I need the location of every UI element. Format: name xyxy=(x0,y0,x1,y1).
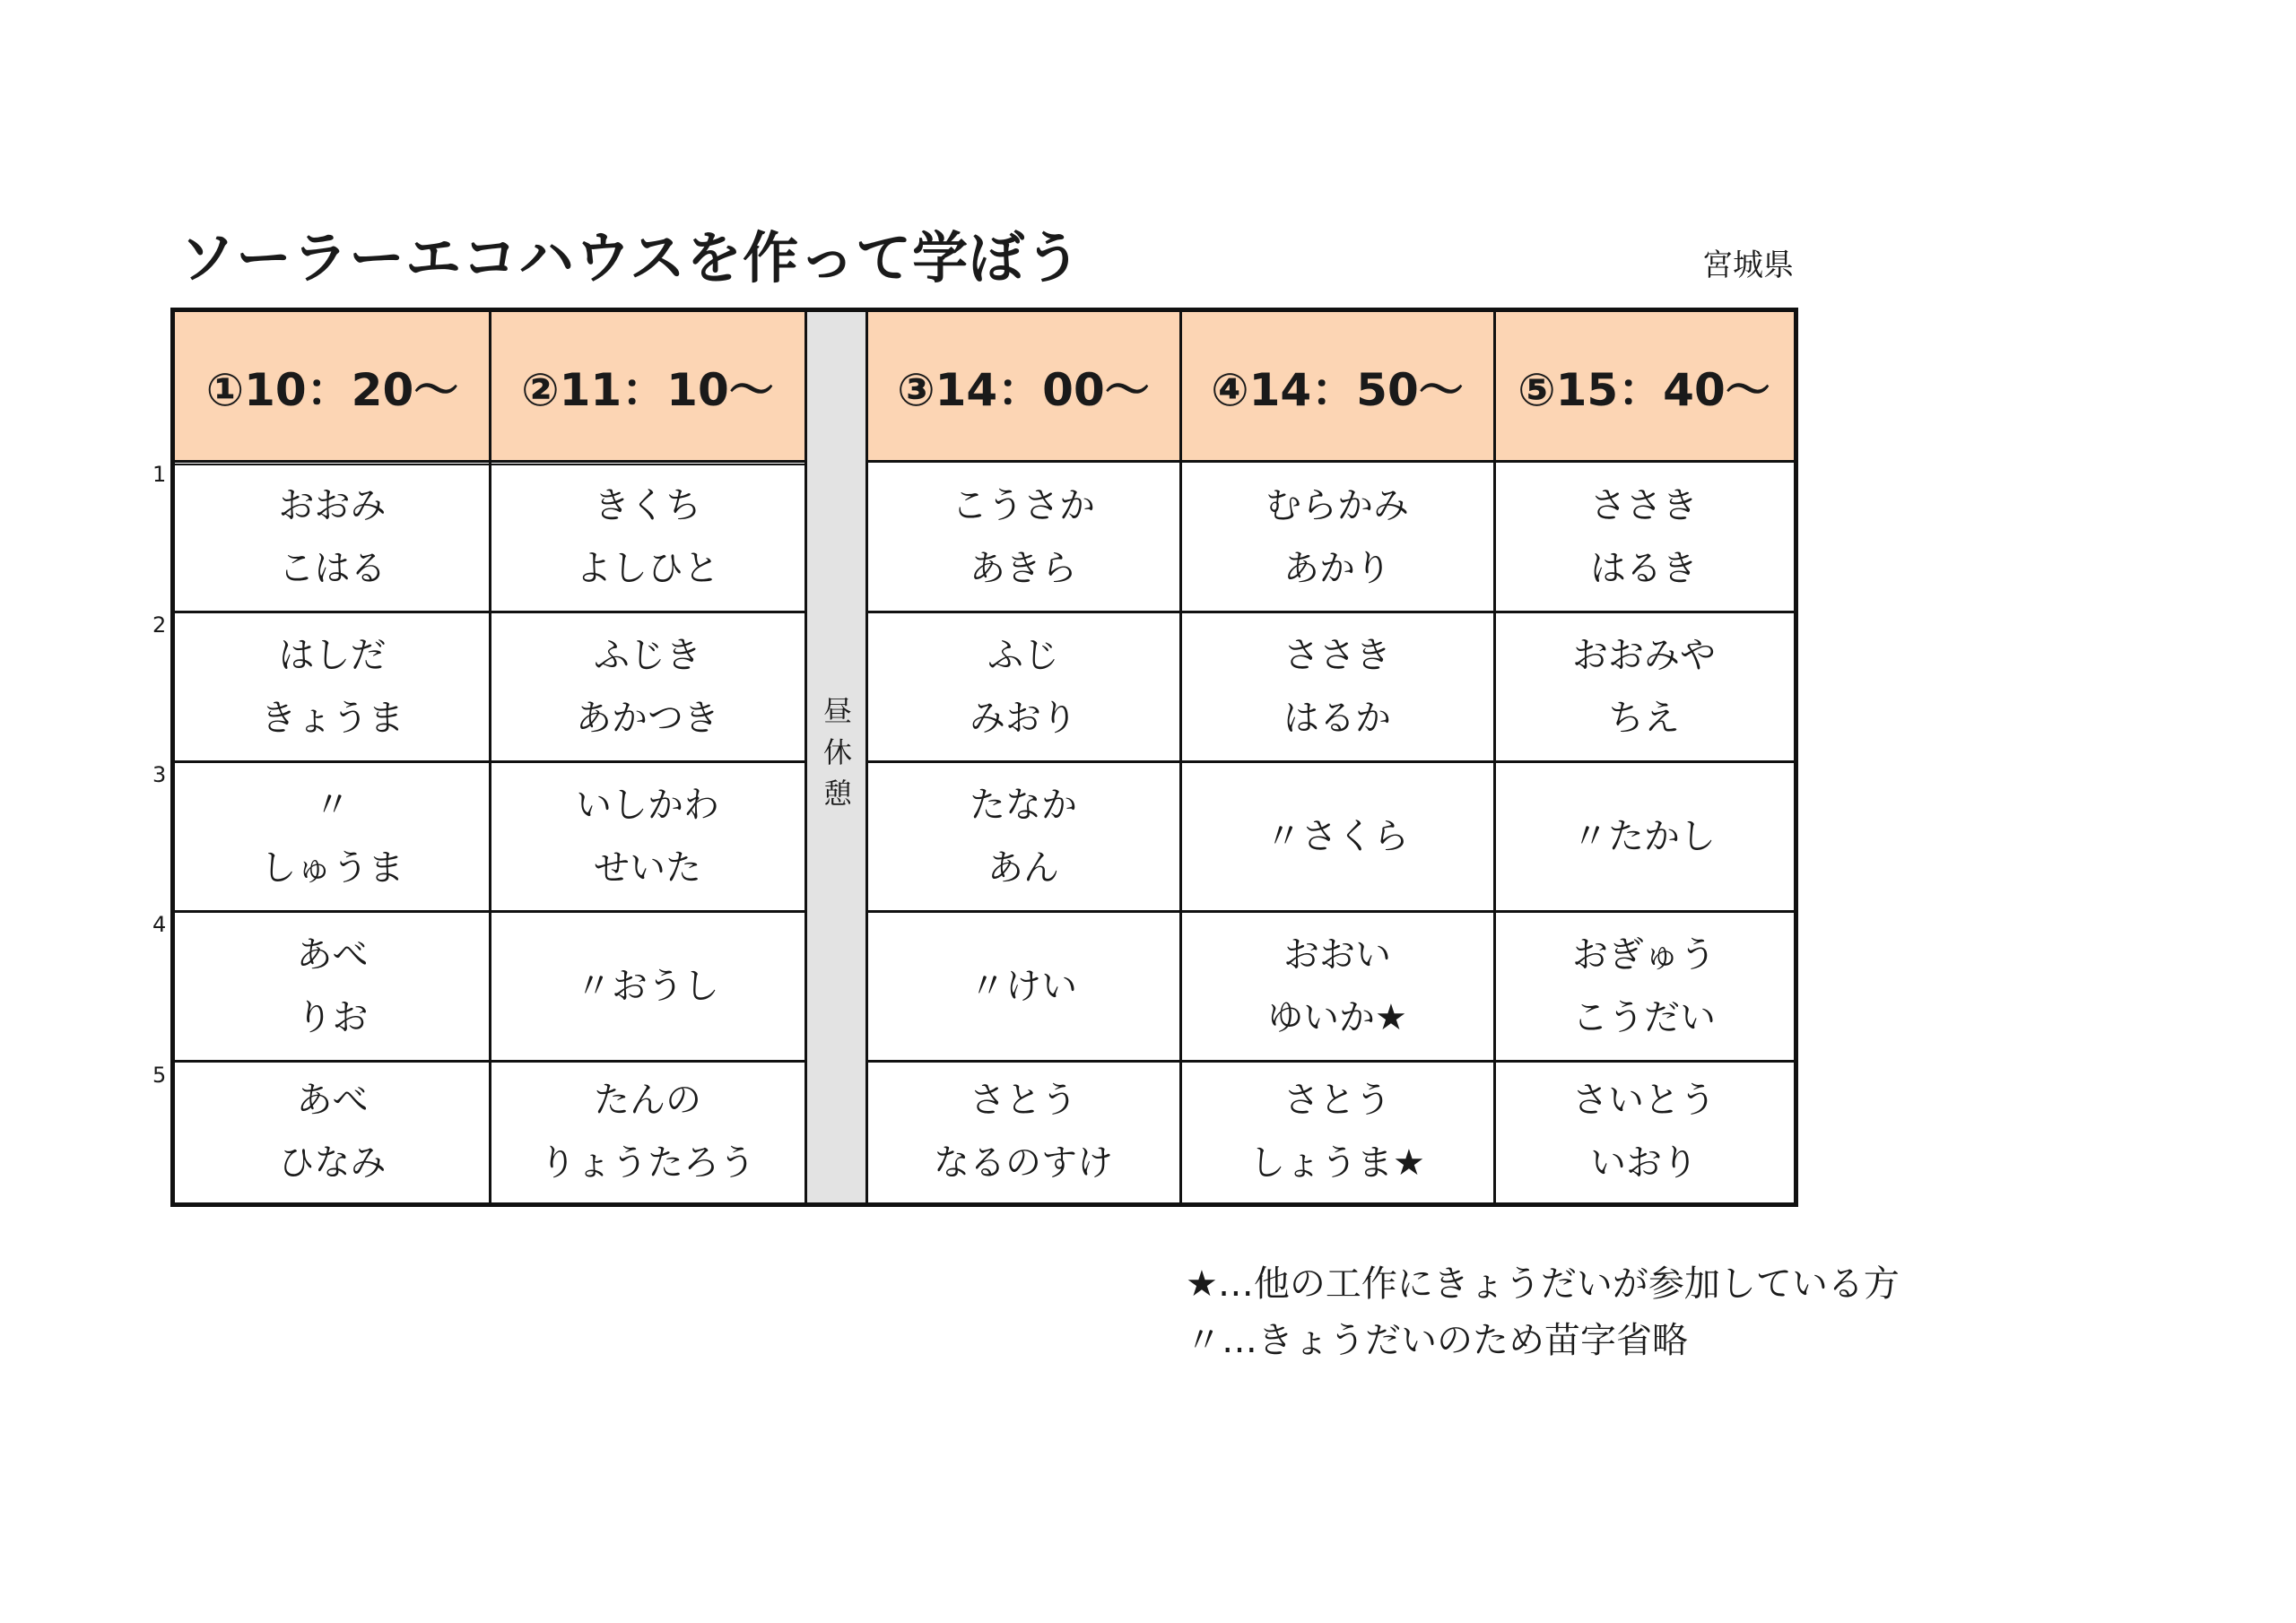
table-cell xyxy=(1494,911,1794,1061)
participant-given-name: こはる xyxy=(278,548,387,589)
table-cell xyxy=(490,761,805,911)
table-cell xyxy=(1180,761,1494,911)
table-cell xyxy=(175,761,490,911)
participant-given-name: りお xyxy=(296,996,369,1038)
lunch-break-column xyxy=(805,312,866,1202)
table-cell xyxy=(1180,1061,1494,1202)
table-cell xyxy=(1180,911,1494,1061)
row-number: 5 xyxy=(152,1063,167,1088)
participant-family-name: あべ xyxy=(296,933,369,976)
participant-given-name: はるか xyxy=(1283,697,1391,739)
table-cell xyxy=(1494,1061,1794,1202)
participant-family-name: おおみや xyxy=(1572,634,1716,676)
table-cell xyxy=(490,911,805,1061)
lunch-break-label: 昼休憩 xyxy=(819,695,853,820)
participant-family-name: おおみ xyxy=(278,485,387,526)
grid-line xyxy=(1179,312,1182,1202)
participant-family-name: きくち xyxy=(594,485,701,526)
table-cell xyxy=(175,463,490,612)
grid-line xyxy=(804,312,807,1202)
participant-given-name: しょうま★ xyxy=(1249,1142,1425,1184)
table-cell xyxy=(490,612,805,761)
table-cell xyxy=(866,911,1180,1061)
participant-given-name: なるのすけ xyxy=(934,1142,1113,1184)
table-cell xyxy=(866,612,1180,761)
grid-line xyxy=(1493,312,1496,1202)
table-cell xyxy=(490,463,805,612)
participant-name: 〃おうし xyxy=(576,965,719,1007)
participant-name: 〃たかし xyxy=(1572,815,1716,857)
table-cell xyxy=(490,1061,805,1202)
participant-given-name: よしひと xyxy=(576,548,719,589)
row-number: 4 xyxy=(152,912,167,937)
participant-family-name: さいとう xyxy=(1572,1080,1716,1121)
participant-family-name: さとう xyxy=(970,1080,1077,1121)
prefecture-label: 宮城県 xyxy=(1702,247,1794,283)
session-header-4: ④14：50～ xyxy=(1180,312,1494,460)
participant-given-name: ひなみ xyxy=(278,1142,387,1184)
table-cell xyxy=(866,1061,1180,1202)
grid-line xyxy=(866,460,1794,463)
participant-family-name: はしだ xyxy=(278,634,387,676)
table-cell xyxy=(1494,463,1794,612)
participant-given-name: こうだい xyxy=(1572,996,1716,1038)
page-title: ソーラーエコハウスを作って学ぼう xyxy=(179,225,1083,291)
participant-family-name: ふじ xyxy=(987,634,1059,676)
grid-line xyxy=(489,312,491,1202)
grid-line xyxy=(866,1060,1794,1063)
participant-given-name: ちえ xyxy=(1608,697,1680,739)
participant-family-name: ささき xyxy=(1590,485,1698,526)
participant-given-name: あきら xyxy=(970,548,1077,589)
schedule-table xyxy=(170,308,1798,1207)
participant-given-name: あん xyxy=(987,846,1059,889)
participant-given-name: せいた xyxy=(594,846,701,889)
participant-given-name: りょうたろう xyxy=(540,1142,755,1184)
participant-family-name: むらかみ xyxy=(1265,485,1409,526)
participant-given-name: しゅうま xyxy=(260,846,404,889)
participant-given-name: みおり xyxy=(970,697,1077,739)
participant-given-name: ゆいか★ xyxy=(1267,996,1407,1038)
session-header-2: ②11：10～ xyxy=(490,312,805,460)
grid-line xyxy=(866,760,1794,763)
table-cell xyxy=(1180,463,1494,612)
grid-line xyxy=(865,312,868,1202)
grid-line xyxy=(866,611,1794,613)
participant-family-name: こうさか xyxy=(952,485,1095,526)
table-cell xyxy=(175,1061,490,1202)
table-cell xyxy=(866,761,1180,911)
participant-given-name: いおり xyxy=(1590,1142,1698,1184)
row-number: 2 xyxy=(152,612,167,638)
row-number: 3 xyxy=(152,762,167,787)
participant-given-name: あかつき xyxy=(576,697,719,739)
participant-given-name: あかり xyxy=(1283,548,1391,589)
table-cell xyxy=(1494,761,1794,911)
grid-line xyxy=(866,910,1794,913)
session-header-1: ①10：20～ xyxy=(175,312,490,460)
participant-family-name: 〃 xyxy=(314,784,351,826)
participant-family-name: たなか xyxy=(970,784,1077,826)
participant-given-name: はるき xyxy=(1590,548,1698,589)
table-cell xyxy=(175,911,490,1061)
row-number: 1 xyxy=(152,462,167,487)
participant-family-name: おおい xyxy=(1283,933,1391,976)
session-header-3: ③14：00～ xyxy=(866,312,1180,460)
participant-family-name: あべ xyxy=(296,1080,369,1121)
table-cell xyxy=(866,463,1180,612)
table-cell xyxy=(175,612,490,761)
participant-family-name: いしかわ xyxy=(576,784,719,826)
participant-family-name: さとう xyxy=(1283,1080,1391,1121)
session-header-5: ⑤15：40～ xyxy=(1494,312,1794,460)
legend-star-note: ★…他の工作にきょうだいが参加している方 xyxy=(1186,1263,1900,1305)
table-cell xyxy=(1494,612,1794,761)
participant-name: 〃けい xyxy=(970,965,1077,1007)
legend-ditto-note: 〃…きょうだいのため苗字省略 xyxy=(1186,1320,1688,1361)
participant-family-name: たんの xyxy=(594,1080,701,1121)
participant-family-name: おぎゅう xyxy=(1572,933,1716,976)
participant-family-name: ささき xyxy=(1283,634,1391,676)
participant-name: 〃さくら xyxy=(1265,815,1409,857)
participant-given-name: きょうま xyxy=(260,697,404,739)
table-cell xyxy=(1180,612,1494,761)
participant-family-name: ふじき xyxy=(594,634,701,676)
